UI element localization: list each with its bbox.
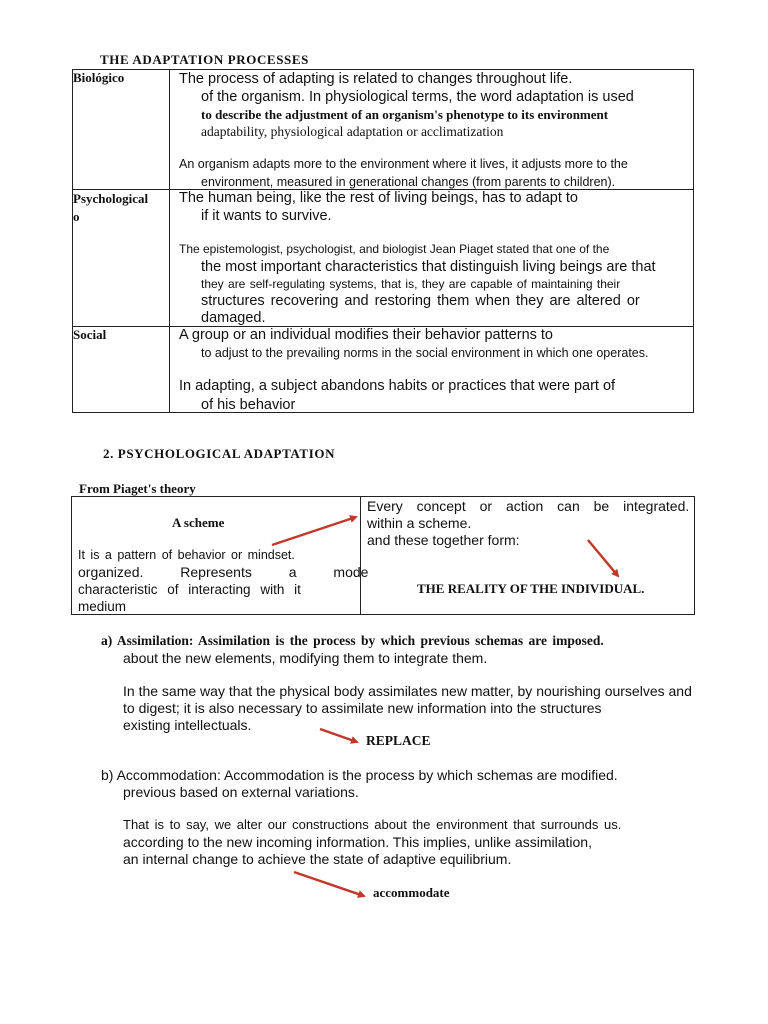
row-label-psychological: Psychological o bbox=[73, 190, 170, 327]
row-label-social: Social bbox=[73, 327, 170, 413]
accommodation-para-line-2: according to the new incoming information. This implies, unlike assimilation, bbox=[123, 834, 592, 850]
arrow-replace-icon bbox=[320, 729, 357, 742]
keyword-accommodate: accommodate bbox=[373, 885, 450, 900]
accommodation-heading: b) Accommodation: Accommodation is the process by which schemas are modified. bbox=[101, 767, 618, 783]
scheme-text-line-4: medium bbox=[78, 599, 127, 614]
reality-of-individual: THE REALITY OF THE INDIVIDUAL. bbox=[417, 581, 645, 596]
subheading-piaget-theory: From Piaget's theory bbox=[79, 481, 196, 496]
scheme-right-line-2: within a scheme. bbox=[367, 515, 472, 531]
row-body-psychological: The human being, like the rest of living beings, has to adapt to if it wants to survive. The epistemologist, psychologist, and biologist Jean Piaget stated that one of the the most important characteristics that distinguish living beings are that they are self-regulating systems, that is, they are capable of maintaining their structures recovering and restoring them when they are altered or damaged. bbox=[170, 190, 694, 327]
scheme-text-line-3: characteristic of interacting with it bbox=[78, 582, 301, 597]
assimilation-heading: a) Assimilation: Assimilation is the process by which previous schemas are imposed. bbox=[101, 633, 604, 648]
row-label-biological: Biológico bbox=[73, 70, 170, 190]
accommodation-para-line-1: That is to say, we alter our constructions about the environment that surrounds us. bbox=[123, 817, 622, 832]
row-body-biological: The process of adapting is related to changes throughout life. of the organism. In physiological terms, the word adaptation is used to describe the adjustment of an organism's phenotype to its environment adaptability, physiological adaptation or acclimatization An organism adapts more to the environment where it lives, it adjusts more to the environment, measured in generational changes (from parents to children). bbox=[170, 70, 694, 190]
scheme-title: A scheme bbox=[172, 515, 225, 530]
section-title-adaptation-processes: THE ADAPTATION PROCESSES bbox=[100, 52, 309, 67]
section-heading-psychological-adaptation: 2. PSYCHOLOGICAL ADAPTATION bbox=[103, 446, 336, 461]
arrow-reality-down-icon bbox=[588, 540, 618, 576]
scheme-right-line-1: Every concept or action can be integrated. bbox=[367, 498, 690, 514]
scheme-text-line-1: It is a pattern of behavior or mindset. bbox=[78, 548, 295, 562]
accommodation-line-2: previous based on external variations. bbox=[123, 784, 359, 800]
arrow-scheme-right-icon bbox=[272, 517, 356, 545]
assimilation-para-line-3: existing intellectuals. bbox=[123, 717, 252, 733]
row-body-social: A group or an individual modifies their behavior patterns to to adjust to the prevailing norms in the social environment in which one operates. In adapting, a subject abandons habits or practices that were part of of his behavior bbox=[170, 327, 694, 413]
scheme-right-line-3: and these together form: bbox=[367, 532, 520, 548]
assimilation-para-line-1: In the same way that the physical body assimilates new matter, by nourishing ourselves and bbox=[123, 683, 692, 699]
scheme-text-line-2: organized. Represents a mode bbox=[78, 564, 369, 580]
accommodation-para-line-3: an internal change to achieve the state of adaptive equilibrium. bbox=[123, 851, 512, 867]
assimilation-para-line-2: to digest; it is also necessary to assimilate new information into the structures bbox=[123, 700, 602, 716]
keyword-replace: REPLACE bbox=[366, 733, 431, 748]
arrow-accommodate-icon bbox=[294, 872, 364, 896]
assimilation-line-2: about the new elements, modifying them to integrate them. bbox=[123, 650, 488, 666]
